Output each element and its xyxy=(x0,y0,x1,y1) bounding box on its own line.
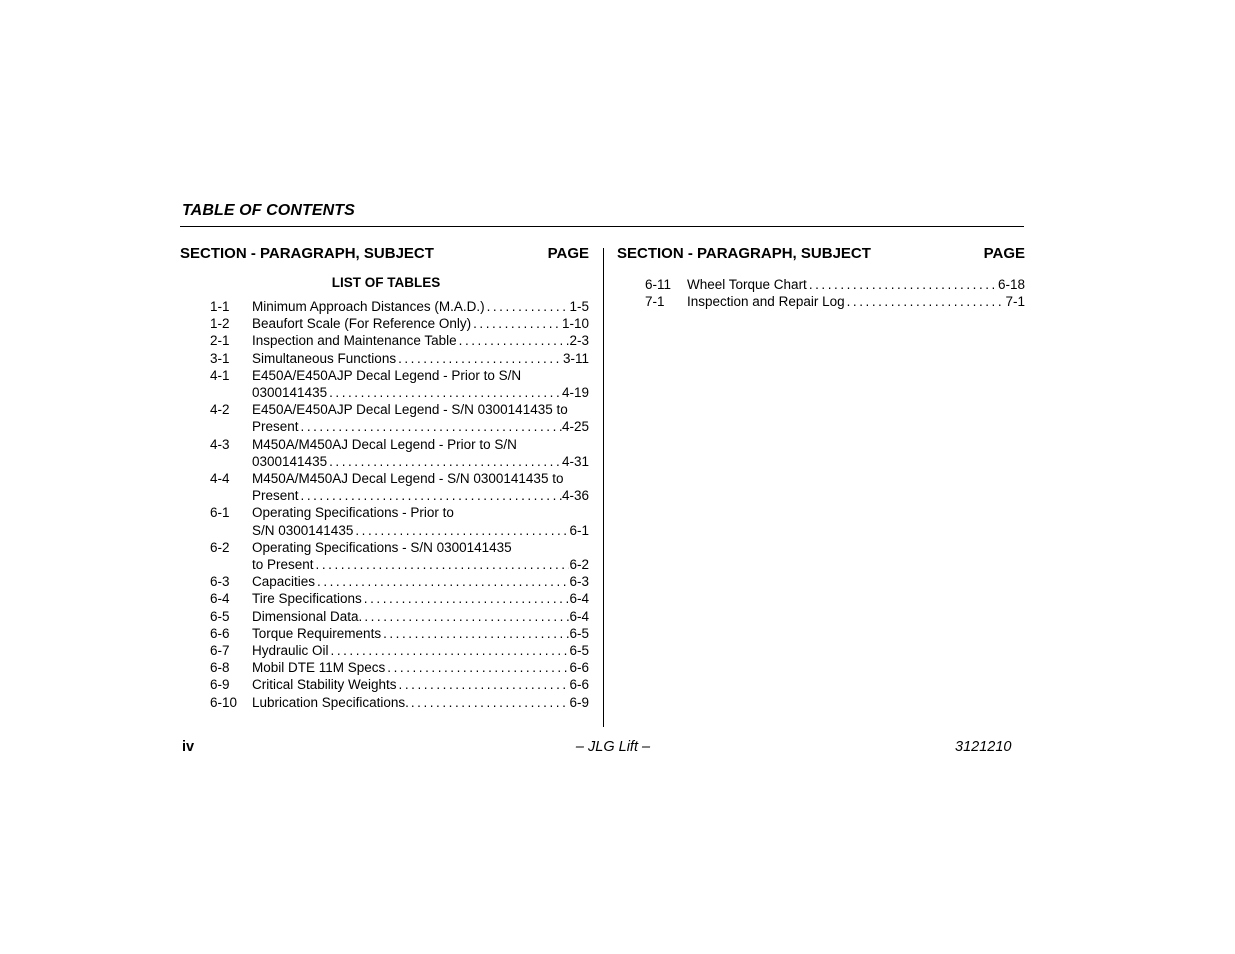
dot-leader xyxy=(807,276,998,293)
toc-entry-number: 7-1 xyxy=(645,294,665,310)
toc-entry[interactable] xyxy=(617,276,1025,293)
toc-entry[interactable] xyxy=(180,608,589,625)
toc-entry-number: 6-4 xyxy=(210,591,230,607)
toc-entry-page: 6-9 xyxy=(569,694,589,710)
toc-entry[interactable] xyxy=(180,659,589,676)
toc-entry-title: Critical Stability Weights xyxy=(252,677,397,693)
toc-entry-page: 6-1 xyxy=(569,522,589,538)
toc-entry-body xyxy=(252,608,589,625)
toc-entry-page: 2-3 xyxy=(569,333,589,349)
footer-page-number: iv xyxy=(182,739,195,755)
toc-entry[interactable] xyxy=(180,436,589,470)
toc-entry-title: S/N 0300141435 xyxy=(252,522,354,538)
toc-entry-page: 4-19 xyxy=(561,385,589,401)
toc-entry-title: Simultaneous Functions xyxy=(252,350,397,366)
left-column-heading xyxy=(180,245,589,265)
toc-entry[interactable] xyxy=(180,573,589,590)
subject-heading: SECTION - PARAGRAPH, SUBJECT xyxy=(617,245,871,262)
toc-entry-page: 6-2 xyxy=(569,557,589,573)
dot-leader xyxy=(299,487,562,504)
toc-entry-title: Mobil DTE 11M Specs xyxy=(252,660,386,676)
dot-leader xyxy=(315,573,569,590)
dot-leader xyxy=(845,293,1006,310)
toc-entry-body xyxy=(252,401,589,435)
header-rule xyxy=(180,226,1024,227)
toc-entry-title: Dimensional Data. xyxy=(252,608,363,624)
toc-entry-number: 6-2 xyxy=(210,539,230,555)
toc-entry[interactable] xyxy=(180,367,589,401)
toc-entry-number: 6-11 xyxy=(645,277,672,292)
dot-leader xyxy=(329,642,570,659)
toc-entry-title-line: M450A/M450AJ Decal Legend - Prior to S/N xyxy=(252,436,517,452)
toc-entry-page: 6-18 xyxy=(997,277,1025,292)
toc-entry-page: 6-5 xyxy=(569,643,589,659)
page-heading: PAGE xyxy=(983,245,1025,262)
toc-entry-leader-line xyxy=(252,418,589,435)
dot-leader xyxy=(362,590,570,607)
right-column xyxy=(617,245,1025,310)
dot-leader xyxy=(396,350,563,367)
dot-leader xyxy=(327,453,562,470)
toc-entry-page: 4-25 xyxy=(561,419,589,435)
toc-entry[interactable] xyxy=(180,590,589,607)
document-title: TABLE OF CONTENTS xyxy=(182,202,355,219)
toc-entry-number: 2-1 xyxy=(210,333,230,349)
dot-leader xyxy=(471,315,562,332)
toc-entry-number: 6-9 xyxy=(210,677,230,693)
toc-entry-title-line: M450A/M450AJ Decal Legend - S/N 0300141435 to xyxy=(252,471,564,487)
toc-entry-number: 6-10 xyxy=(210,694,238,710)
toc-entry-title-line: E450A/E450AJP Decal Legend - S/N 0300141435 to xyxy=(252,402,568,418)
toc-entry-leader-line xyxy=(252,625,589,642)
toc-entry-number: 4-3 xyxy=(210,436,230,452)
toc-entry-body xyxy=(252,470,589,504)
toc-entry-title: Inspection and Repair Log xyxy=(687,294,845,310)
toc-entry-page: 6-6 xyxy=(569,677,589,693)
toc-entry-title: Minimum Approach Distances (M.A.D.) xyxy=(252,299,485,314)
toc-entry-body xyxy=(252,436,589,470)
toc-entry-title: Wheel Torque Chart xyxy=(687,277,807,292)
right-entry-list xyxy=(617,276,1025,310)
subject-heading: SECTION - PARAGRAPH, SUBJECT xyxy=(180,245,434,262)
toc-entry-leader-line xyxy=(252,522,589,539)
page-heading: PAGE xyxy=(547,245,589,262)
toc-entry-title: Tire Specifications xyxy=(252,591,362,607)
toc-entry-title-line: Operating Specifications - S/N 0300141435 xyxy=(252,539,512,555)
toc-entry[interactable] xyxy=(180,676,589,693)
toc-entry[interactable] xyxy=(180,315,589,332)
toc-entry-leader-line xyxy=(687,276,1025,293)
toc-entry-page: 6-4 xyxy=(569,591,589,607)
toc-entry-number: 6-7 xyxy=(210,643,230,659)
toc-entry-title: Present xyxy=(252,488,299,504)
toc-entry-number: 4-1 xyxy=(210,367,230,383)
toc-entry-body xyxy=(687,293,1025,310)
toc-entry[interactable] xyxy=(180,642,589,659)
toc-entry-title: 0300141435 xyxy=(252,453,328,469)
toc-entry-leader-line xyxy=(252,332,589,349)
toc-entry-leader-line xyxy=(252,453,589,470)
toc-entry-body xyxy=(252,625,589,642)
toc-entry-body xyxy=(252,367,589,401)
toc-entry-number: 3-1 xyxy=(210,350,230,366)
toc-entry[interactable] xyxy=(180,504,589,538)
dot-leader xyxy=(314,556,570,573)
toc-entry-number: 6-8 xyxy=(210,660,230,676)
dot-leader xyxy=(485,298,570,315)
toc-entry-title: Capacities xyxy=(252,574,316,590)
toc-entry-page: 1-5 xyxy=(569,299,589,314)
toc-entry-page: 6-4 xyxy=(569,608,589,624)
toc-entry-leader-line xyxy=(252,659,589,676)
footer-doc-number: 3121210 xyxy=(955,739,1012,755)
dot-leader xyxy=(299,418,562,435)
toc-entry-leader-line xyxy=(252,590,589,607)
toc-entry-page: 6-6 xyxy=(569,660,589,676)
toc-entry-number: 1-1 xyxy=(210,299,230,314)
toc-entry-number: 6-6 xyxy=(210,625,230,641)
toc-entry-title: Present xyxy=(252,419,299,435)
toc-entry[interactable] xyxy=(180,539,589,573)
toc-entry-leader-line xyxy=(252,298,589,315)
toc-entry-body xyxy=(687,276,1025,293)
toc-entry-leader-line xyxy=(252,642,589,659)
toc-entry-number: 6-3 xyxy=(210,574,230,590)
toc-entry[interactable] xyxy=(180,625,589,642)
toc-entry-body xyxy=(252,332,589,349)
toc-entry-title: Hydraulic Oil xyxy=(252,643,329,659)
toc-entry-title: Inspection and Maintenance Table xyxy=(252,333,457,349)
toc-entry-body xyxy=(252,504,589,538)
toc-entry-body xyxy=(252,590,589,607)
toc-entry-body xyxy=(252,315,589,332)
toc-entry-number: 6-1 xyxy=(210,505,230,521)
dot-leader xyxy=(397,676,570,693)
toc-entry-number: 4-4 xyxy=(210,471,230,487)
toc-entry-leader-line xyxy=(252,573,589,590)
toc-entry-title: to Present xyxy=(252,557,314,573)
toc-entry[interactable] xyxy=(180,350,589,367)
dot-leader xyxy=(385,659,569,676)
column-divider xyxy=(603,248,604,727)
toc-entry-body xyxy=(252,676,589,693)
toc-entry-leader-line xyxy=(252,676,589,693)
toc-entry[interactable] xyxy=(180,694,589,711)
toc-entry-page: 6-5 xyxy=(569,625,589,641)
toc-entry-leader-line xyxy=(252,556,589,573)
toc-entry-number: 1-2 xyxy=(210,316,230,332)
toc-entry-title: Beaufort Scale (For Reference Only) xyxy=(252,316,472,332)
toc-entry-body xyxy=(252,573,589,590)
list-of-tables-heading: LIST OF TABLES xyxy=(331,275,441,290)
toc-entry-body xyxy=(252,694,589,711)
toc-entry-body xyxy=(252,350,589,367)
toc-entry-title-line: Operating Specifications - Prior to xyxy=(252,505,454,521)
toc-entry-leader-line xyxy=(252,315,589,332)
toc-entry-leader-line xyxy=(252,608,589,625)
toc-entry-title: Torque Requirements xyxy=(252,625,382,641)
toc-entry-leader-line xyxy=(252,487,589,504)
toc-entry-title: Lubrication Specifications. xyxy=(252,694,409,710)
toc-entry-body xyxy=(252,659,589,676)
toc-entry-title-line: E450A/E450AJP Decal Legend - Prior to S/N xyxy=(252,367,522,383)
toc-entry-leader-line xyxy=(252,694,589,711)
toc-entry-body xyxy=(252,642,589,659)
toc-entry-leader-line xyxy=(252,350,589,367)
dot-leader xyxy=(409,694,570,711)
toc-entry-body xyxy=(252,298,589,315)
toc-entry-body xyxy=(252,539,589,573)
toc-entry-page: 4-36 xyxy=(561,488,589,504)
toc-entry[interactable] xyxy=(180,332,589,349)
toc-entry-number: 6-5 xyxy=(210,608,230,624)
dot-leader xyxy=(353,522,569,539)
footer-publisher: – JLG Lift – xyxy=(575,739,651,755)
toc-entry-title: 0300141435 xyxy=(252,385,328,401)
dot-leader xyxy=(327,384,562,401)
toc-entry-leader-line xyxy=(252,384,589,401)
toc-entry[interactable] xyxy=(180,298,589,315)
toc-entry[interactable] xyxy=(180,470,589,504)
toc-entry-page: 6-3 xyxy=(569,574,589,590)
right-column-heading xyxy=(617,245,1025,265)
dot-leader xyxy=(457,332,570,349)
toc-entry[interactable] xyxy=(180,401,589,435)
toc-entry-leader-line xyxy=(687,293,1025,310)
toc-entry-page: 7-1 xyxy=(1005,294,1025,310)
toc-entry-number: 4-2 xyxy=(210,402,230,418)
dot-leader xyxy=(381,625,569,642)
toc-entry-page: 3-11 xyxy=(562,350,589,366)
left-entry-list xyxy=(180,298,589,711)
toc-entry-page: 4-31 xyxy=(561,453,589,469)
dot-leader xyxy=(362,608,569,625)
left-column xyxy=(180,245,589,711)
toc-entry-page: 1-10 xyxy=(561,316,589,332)
toc-entry[interactable] xyxy=(617,293,1025,310)
